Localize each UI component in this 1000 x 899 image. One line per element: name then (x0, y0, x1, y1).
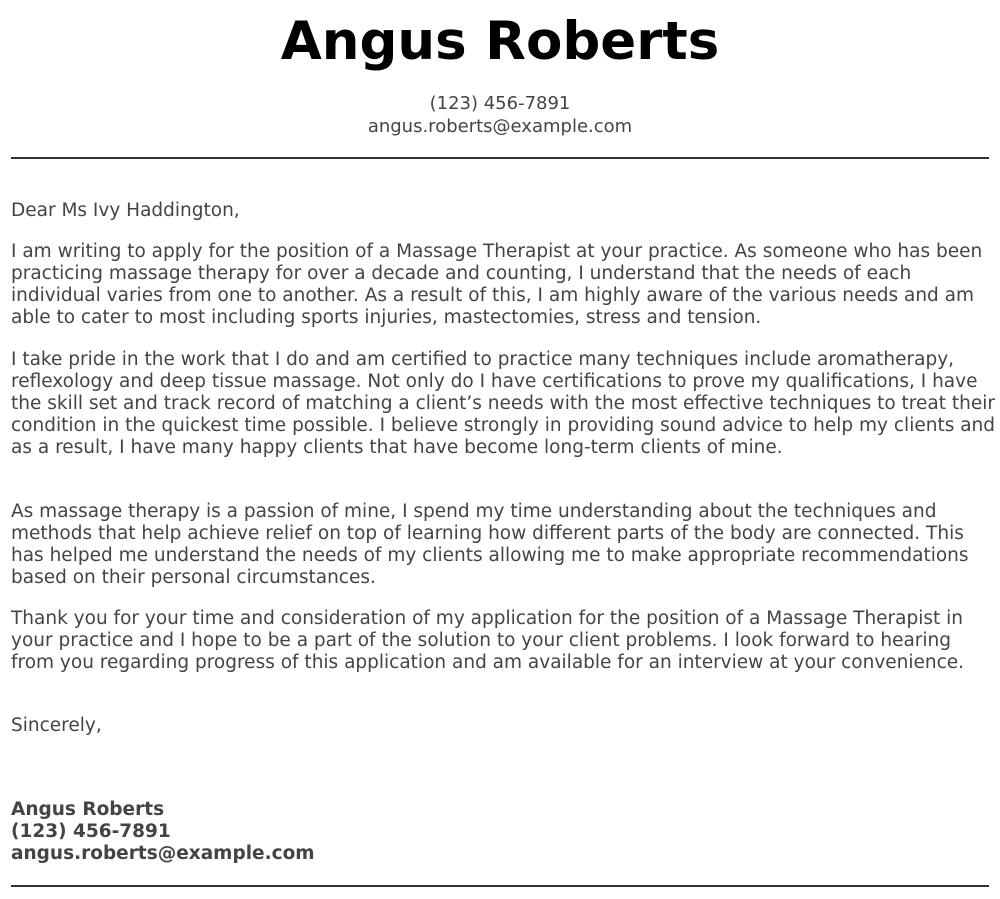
applicant-name-heading: Angus Roberts (280, 11, 720, 72)
signature-phone: (123) 456-7891 (11, 821, 171, 842)
letter-paragraph-2: I take pride in the work that I do and am certified to practice many techniques include aromatherapy, reflexology and deep tissue massage. Not only do I have certifications to prove my qualifications, I have the skill set and track record of matching a client’s needs with the most effective techniques to treat their condition in the quickest time possible. I believe strongly in providing sound advice to help my clients and as a result, I have many happy clients that have become long-term clients of mine. (11, 349, 996, 458)
letter-paragraph-1: I am writing to apply for the position of a Massage Therapist at your practice. As someone who has been practicing massage therapy for over a decade and counting, I understand that the needs of each individual varies from one to another. As a result of this, I am highly aware of the various needs and am able to cater to most including sports injuries, mastectomies, stress and tension. (11, 241, 983, 328)
letter-paragraph-3: As massage therapy is a passion of mine, I spend my time understanding about the techniques and methods that help achieve relief on top of learning how different parts of the body are connected. This has helped me understand the needs of my clients allowing me to make appropriate recommendations based on their personal circumstances. (11, 501, 969, 588)
bottom-divider (11, 885, 989, 887)
header-email: angus.roberts@example.com (367, 116, 633, 137)
signature-email: angus.roberts@example.com (11, 843, 315, 864)
letter-paragraph-4: Thank you for your time and consideration of my application for the position of a Massage Therapist in your practice and I hope to be a part of the solution to your client problems. I look forward to hearing from you regarding progress of this application and am available for an interview at your convenience. (11, 608, 965, 673)
signature-name: Angus Roberts (11, 799, 165, 820)
closing: Sincerely, (11, 715, 102, 736)
top-divider (11, 157, 989, 159)
salutation: Dear Ms Ivy Haddington, (11, 200, 240, 221)
header-phone: (123) 456-7891 (429, 93, 571, 114)
